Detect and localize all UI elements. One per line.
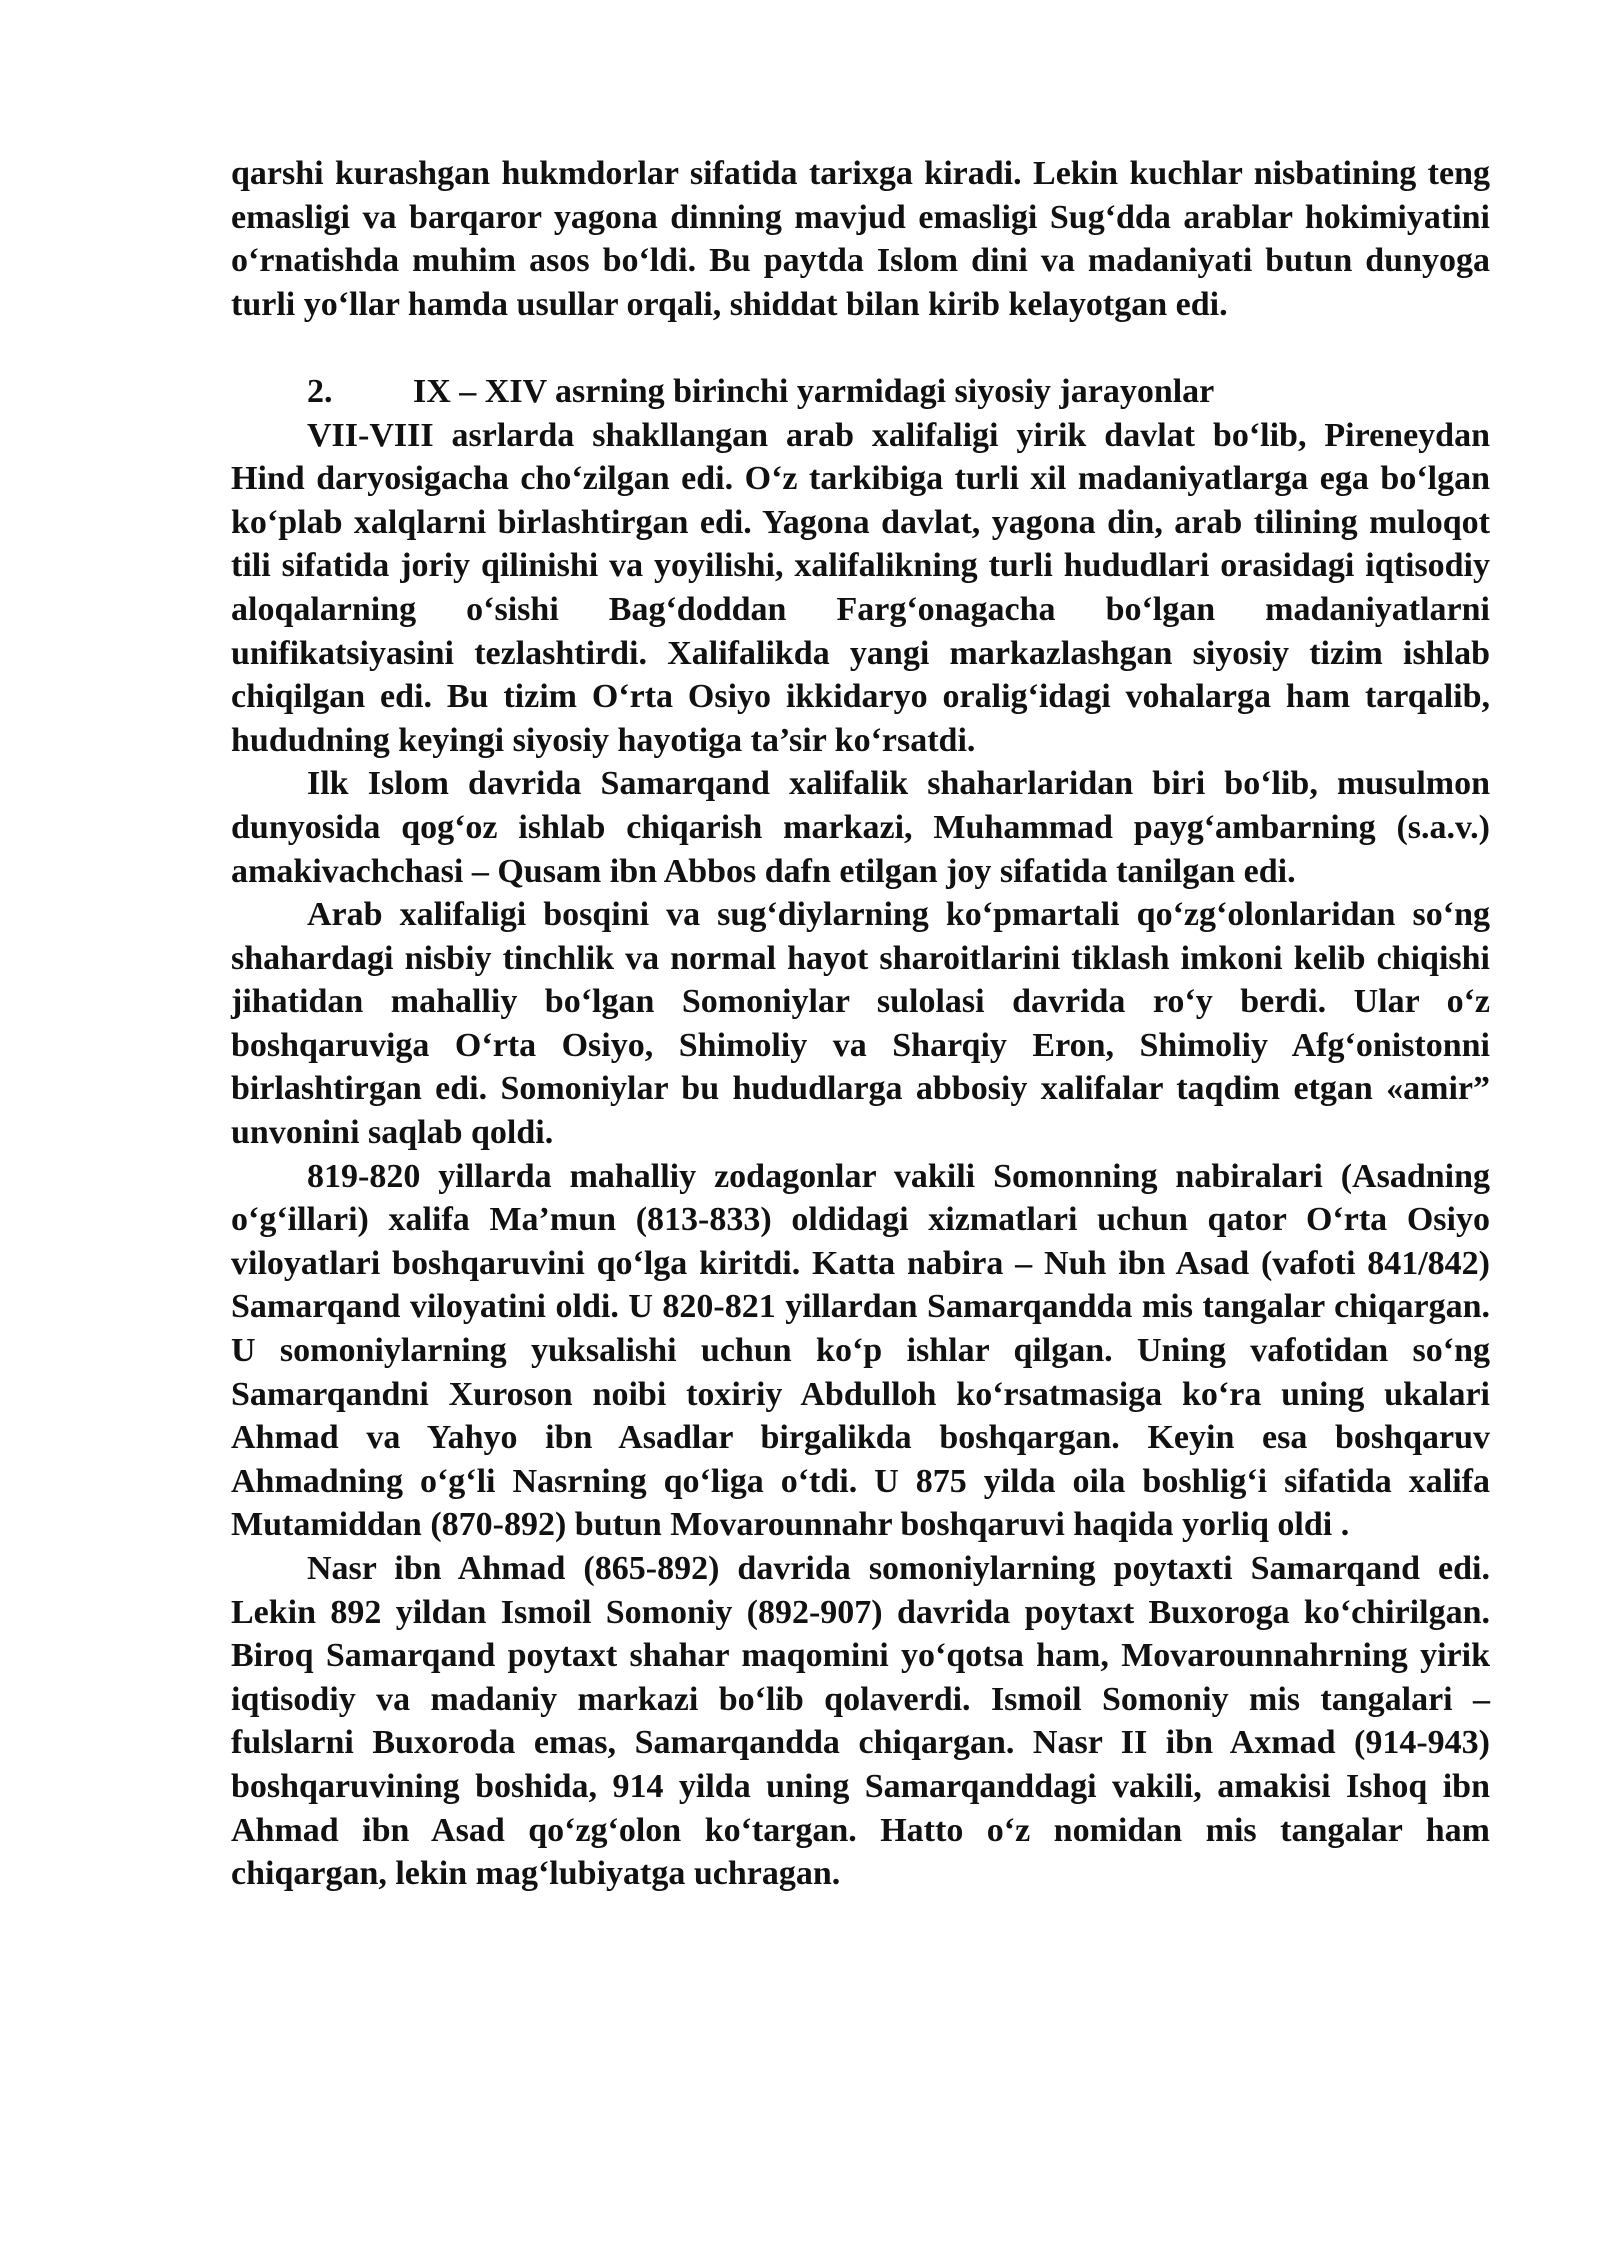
paragraph-intro: qarshi kurashgan hukmdorlar sifatida tarixga kiradi. Lekin kuchlar nisbatining teng emasligi va barqaror yagona dinning mavjud emasligi Sug‘dda arablar hokimiyatini o‘rnatishda muhim asos bo‘ldi. Bu paytda Islom dini va madaniyati butun dunyoga turli yo‘llar hamda usullar orqali, shiddat bilan kirib kelayotgan edi.	[231, 155, 1490, 323]
paragraph-caliphate: VII-VIII asrlarda shakllangan arab xalifaligi yirik davlat bo‘lib, Pireneydan Hind daryosigacha cho‘zilgan edi. O‘z tarkibiga turli xil madaniyatlarga ega bo‘lgan ko‘plab xalqlarni birlashtirgan edi. Yagona davlat, yagona din, arab tilining muloqot tili sifatida joriy qilinishi va yoyilishi, xalifalikning turli hududlari orasidagi iqtisodiy aloqalarning o‘sishi Bag‘doddan Farg‘onagacha bo‘lgan madaniyatlarni unifikatsiyasini tezlashtirdi. Xalifalikda yangi markazlashgan siyosiy tizim ishlab chiqilgan edi. Bu tizim O‘rta Osiyo ikkidaryo oralig‘idagi vohalarga ham tarqalib, hududning keyingi siyosiy hayotiga ta’sir ko‘rsatdi.	[231, 416, 1490, 759]
paragraph-nasr-ibn-ahmad: Nasr ibn Ahmad (865-892) davrida somoniylarning poytaxti Samarqand edi. Lekin 892 yildan Ismoil Somoniy (892-907) davrida poytaxt Buxoroga ko‘chirilgan. Biroq Samarqand poytaxt shahar maqomini yo‘qotsa ham, Movarounnahrning yirik iqtisodiy va madaniy markazi bo‘lib qolaverdi. Ismoil Somoniy mis tangalari – fulslarni Buxoroda emas, Samarqandda chiqargan. Nasr II ibn Axmad (914-943) boshqaruvining boshida, 914 yilda uning Samarqanddagi vakili, amakisi Ishoq ibn Ahmad ibn Asad qo‘zg‘olon ko‘targan. Hatto o‘z nomidan mis tangalar ham chiqargan, lekin mag‘lubiyatga uchragan.	[231, 1550, 1490, 1893]
blank-line	[231, 326, 1490, 370]
document-page	[231, 152, 1490, 1896]
paragraph-samarkand-early-islam: Ilk Islom davrida Samarqand xalifalik shaharlaridan biri bo‘lib, musulmon dunyosida qog‘oz ishlab chiqarish markazi, Muhammad payg‘ambarning (s.a.v.) amakivachchasi – Qusam ibn Abbos dafn etilgan joy sifatida tanilgan edi.	[231, 765, 1490, 890]
paragraph-asad-sons: 819-820 yillarda mahalliy zodagonlar vakili Somonning nabiralari (Asadning o‘g‘illari) xalifa Ma’mun (813-833) oldidagi xizmatlari uchun qator O‘rta Osiyo viloyatlari boshqaruvini qo‘lga kiritdi. Katta nabira – Nuh ibn Asad (vafoti 841/842) Samarqand viloyatini oldi. U 820-821 yillardan Samarqandda mis tangalar chiqargan. U somoniylarning yuksalishi uchun ko‘p ishlar qilgan. Uning vafotidan so‘ng Samarqandni Xuroson noibi toxiriy Abdulloh ko‘rsatmasiga ko‘ra uning ukalari Ahmad va Yahyo ibn Asadlar birgalikda boshqargan. Keyin esa boshqaruv Ahmadning o‘g‘li Nasrning qo‘liga o‘tdi. U 875 yilda oila boshlig‘i sifatida xalifa Mutamiddan (870-892) butun Movarounnahr boshqaruvi haqida yorliq oldi .	[231, 1157, 1490, 1544]
section-number: 2.	[307, 372, 333, 410]
paragraph-samanids: Arab xalifaligi bosqini va sug‘diylarning ko‘pmartali qo‘zg‘olonlaridan so‘ng shahardagi nisbiy tinchlik va normal hayot sharoitlarini tiklash imkoni kelib chiqishi jihatidan mahalliy bo‘lgan Somoniylar sulolasi davrida ro‘y berdi. Ular o‘z boshqaruviga O‘rta Osiyo, Shimoliy va Sharqiy Eron, Shimoliy Afg‘onistonni birlashtirgan edi. Somoniylar bu hududlarga abbosiy xalifalar taqdim etgan «amir” unvonini saqlab qoldi.	[231, 896, 1490, 1152]
section-heading	[231, 370, 1490, 414]
section-title: IX – XIV asrning birinchi yarmidagi siyosiy jarayonlar	[413, 372, 1215, 410]
